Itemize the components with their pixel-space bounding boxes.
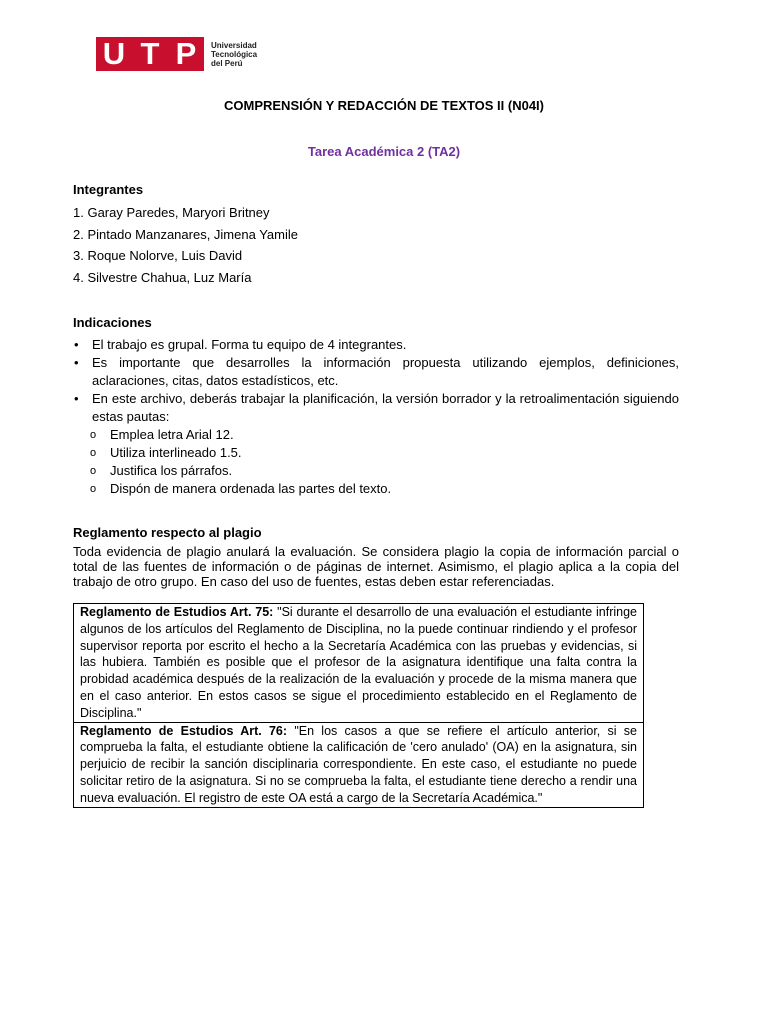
sub-bullet-marker: o bbox=[90, 465, 97, 477]
indicaciones-heading: Indicaciones bbox=[73, 315, 152, 330]
integrante-item: 3. Roque Nolorve, Luis David bbox=[73, 248, 243, 263]
indicaciones-list bbox=[73, 336, 679, 498]
sub-list-item bbox=[73, 462, 679, 480]
sub-list-item bbox=[73, 480, 679, 498]
sub-bullet-marker: o bbox=[90, 483, 97, 495]
bullet-text: En este archivo, deberás trabajar la planificación, la versión borrador y la retroalimentación siguiendo estas pautas: bbox=[92, 391, 679, 424]
bullet-text: El trabajo es grupal. Forma tu equipo de 4 integrantes. bbox=[92, 337, 407, 352]
plagio-heading: Reglamento respecto al plagio bbox=[73, 525, 262, 540]
article-label: Reglamento de Estudios Art. 75: bbox=[80, 605, 274, 619]
bullet-marker: • bbox=[74, 391, 79, 406]
utp-logo bbox=[96, 37, 257, 71]
sub-item-text: Emplea letra Arial 12. bbox=[110, 427, 234, 442]
sub-list-item bbox=[73, 444, 679, 462]
reglamento-cell-art76 bbox=[74, 722, 644, 807]
sub-item-text: Dispón de manera ordenada las partes del texto. bbox=[110, 481, 392, 496]
table-row bbox=[74, 722, 644, 807]
integrante-item: 1. Garay Paredes, Maryori Britney bbox=[73, 205, 270, 220]
sub-bullet-marker: o bbox=[90, 429, 97, 441]
reglamento-table bbox=[73, 603, 644, 808]
article-label: Reglamento de Estudios Art. 76: bbox=[80, 723, 288, 738]
document-title: COMPRENSIÓN Y REDACCIÓN DE TEXTOS II (N04I) bbox=[224, 98, 544, 113]
logo-line-1: Universidad bbox=[211, 40, 257, 50]
list-item bbox=[73, 336, 679, 354]
list-item bbox=[73, 390, 679, 426]
list-item bbox=[73, 354, 679, 390]
sub-bullet-marker: o bbox=[90, 447, 97, 459]
logo-line-2: Tecnológica bbox=[211, 49, 258, 59]
integrantes-heading: Integrantes bbox=[73, 182, 144, 197]
document-subtitle: Tarea Académica 2 (TA2) bbox=[307, 144, 461, 159]
sub-item-text: Utiliza interlineado 1.5. bbox=[110, 445, 242, 460]
integrante-item: 2. Pintado Manzanares, Jimena Yamile bbox=[73, 227, 298, 242]
utp-logo-mark bbox=[96, 37, 204, 71]
article-text: "En los casos a que se refiere el artículo anterior, si se comprueba la falta, el estudiante obtiene la calificación de 'cero anulado' (OA) en la asignatura, sin perjuicio de recibir la sanción disciplinaria correspondiente. En este caso, el estudiante no puede solicitar retiro de la asignatura. Si no se comprueba la falta, el estudiante tiene derecho a rendir una nueva evaluación. El registro de este OA está a cargo de la Secretaría Académica." bbox=[80, 723, 638, 805]
sub-list-item bbox=[73, 426, 679, 444]
reglamento-cell-art75 bbox=[74, 604, 644, 723]
table-row bbox=[74, 604, 644, 723]
logo-letter-t: T bbox=[140, 36, 160, 71]
logo-letter-p: P bbox=[175, 36, 197, 71]
bullet-marker: • bbox=[74, 355, 79, 370]
bullet-text: Es importante que desarrolles la información propuesta utilizando ejemplos, definiciones, aclaraciones, citas, datos estadísticos, etc. bbox=[92, 355, 679, 388]
integrante-item: 4. Silvestre Chahua, Luz María bbox=[73, 270, 252, 285]
logo-wordmark bbox=[211, 41, 257, 68]
logo-line-3: del Perú bbox=[211, 58, 243, 68]
article-text: "Si durante el desarrollo de una evaluación el estudiante infringe algunos de los artículos del Reglamento de Disciplina, no la puede continuar rindiendo y el profesor supervisor reporta por escrito el hecho a la Secretaría Académica con las pruebas y evidencias, si las hubiera. También es posible que el profesor de la asignatura identifique una falta contra la probidad académica después de la realización de la evaluación y procede de la misma manera que en el caso anterior. En estos casos se sigue el procedimiento establecido en el Reglamento de Disciplina." bbox=[80, 605, 637, 720]
bullet-marker: • bbox=[74, 337, 79, 352]
sub-item-text: Justifica los párrafos. bbox=[110, 463, 233, 478]
logo-letter-u: U bbox=[102, 36, 126, 71]
plagio-paragraph: Toda evidencia de plagio anulará la evaluación. Se considera plagio la copia de información parcial o total de las fuentes de información o de páginas de internet. Asimismo, el plagio aplica a la copia del trabajo de otro grupo. En caso del uso de fuentes, estas deben estar referenciadas. bbox=[73, 544, 679, 589]
